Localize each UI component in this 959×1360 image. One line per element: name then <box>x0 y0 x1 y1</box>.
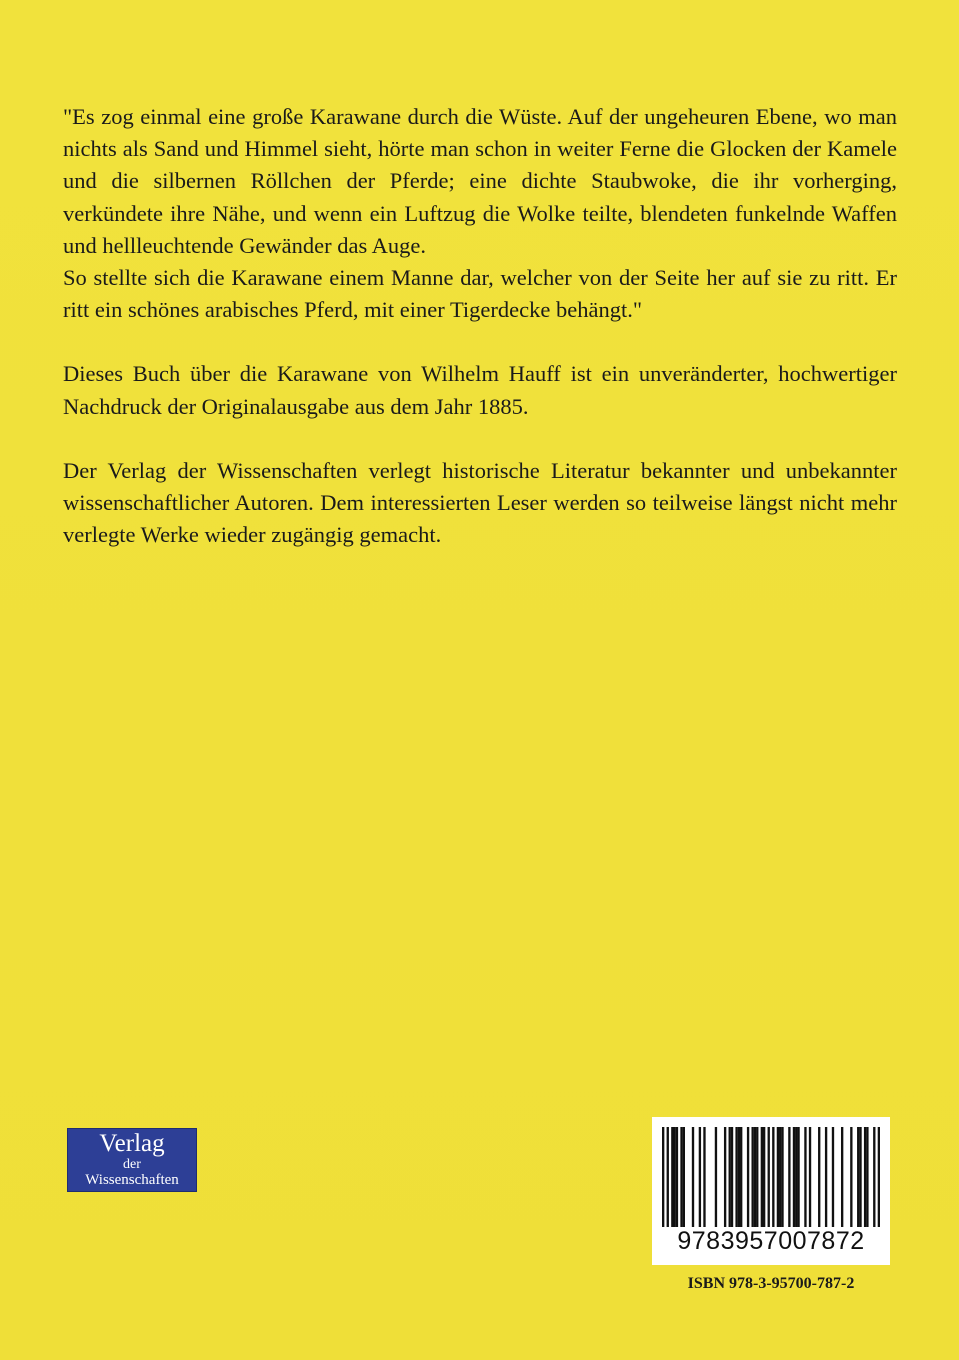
barcode-bar <box>731 1127 733 1227</box>
barcode-bar <box>832 1127 834 1227</box>
barcode-bar <box>777 1127 779 1227</box>
barcode-bar <box>671 1127 673 1227</box>
barcode-bar <box>692 1127 694 1227</box>
barcode-bar <box>795 1127 797 1227</box>
logo-line-wissenschaften: Wissenschaften <box>85 1172 179 1188</box>
quote-paragraph-1: "Es zog einmal eine große Karawane durch die Wüste. Auf der ungeheuren Ebene, wo man nichts als Sand und Himmel sieht, hörte man schon in weiter Ferne die Glocken der Kamele und die silbernen Röllchen der Pferde; eine dichte Staubwoke, die ihr vorherging, verkündete ihre Nähe, und wenn ein Luftzug die Wolke teilte, blendeten funkelnde Waffen und hellleuchtende Gewänder das Auge. <box>63 104 897 258</box>
quote-paragraph-2: So stellte sich die Karawane einem Manne dar, welcher von der Seite her auf sie zu ritt. Er ritt ein schönes arabisches Pferd, mit einer Tigerdecke behängt." <box>63 265 897 323</box>
barcode-bar <box>878 1127 880 1227</box>
barcode-bar <box>761 1127 763 1227</box>
publisher-logo <box>67 1128 197 1192</box>
barcode-bar <box>763 1127 765 1227</box>
barcode-bar <box>754 1127 756 1227</box>
barcode-bar <box>804 1127 806 1227</box>
isbn-label: ISBN 978-3-95700-787-2 <box>687 1275 855 1292</box>
barcode-bar <box>873 1127 875 1227</box>
barcode-bar <box>768 1127 770 1227</box>
barcode-bar <box>797 1127 799 1227</box>
paragraph-gap <box>63 423 897 455</box>
barcode-bar <box>793 1127 795 1227</box>
barcode-bar <box>772 1127 774 1227</box>
barcode-bar <box>667 1127 669 1227</box>
barcode-bar <box>866 1127 868 1227</box>
barcode-bar <box>683 1127 685 1227</box>
barcode-bar <box>735 1127 737 1227</box>
barcode-bar <box>729 1127 731 1227</box>
publisher-paragraph: Der Verlag der Wissenschaften verlegt historische Literatur bekannter und unbekannter wissenschaftlicher Autoren. Dem interessierten Leser werden so teilweise längst nicht mehr verlegte Werke wieder zugängig gemacht. <box>63 457 897 548</box>
barcode-bar <box>781 1127 783 1227</box>
barcode-bar <box>676 1127 678 1227</box>
barcode-bar <box>747 1127 749 1227</box>
barcode-bars <box>662 1127 880 1227</box>
barcode-bar <box>864 1127 866 1227</box>
barcode-bar <box>662 1127 664 1227</box>
paragraph-gap <box>63 326 897 358</box>
barcode-bar <box>738 1127 740 1227</box>
barcode-bar <box>841 1127 843 1227</box>
barcode-bar <box>699 1127 701 1227</box>
logo-line-verlag: Verlag <box>99 1130 165 1157</box>
barcode-bar <box>818 1127 820 1227</box>
about-paragraph: Dieses Buch über die Karawane von Wilhelm Hauff ist ein unveränderter, hochwertiger Nachdruck der Originalausgabe aus dem Jahr 1885. <box>63 361 897 419</box>
barcode-bar <box>788 1127 790 1227</box>
barcode-bar <box>859 1127 861 1227</box>
barcode-bar <box>825 1127 827 1227</box>
barcode-bar <box>715 1127 717 1227</box>
barcode-bar <box>724 1127 726 1227</box>
barcode <box>652 1117 890 1265</box>
barcode-bar <box>680 1127 682 1227</box>
barcode-bar <box>740 1127 742 1227</box>
barcode-bar <box>779 1127 781 1227</box>
barcode-bar <box>850 1127 852 1227</box>
barcode-bar <box>857 1127 859 1227</box>
barcode-bar <box>673 1127 675 1227</box>
barcode-bar <box>809 1127 811 1227</box>
blurb-text <box>63 101 897 551</box>
barcode-bar <box>703 1127 705 1227</box>
barcode-bar <box>751 1127 753 1227</box>
barcode-digits: 9783957007872 <box>677 1227 865 1255</box>
logo-line-der: der <box>123 1157 141 1172</box>
barcode-bar <box>756 1127 758 1227</box>
